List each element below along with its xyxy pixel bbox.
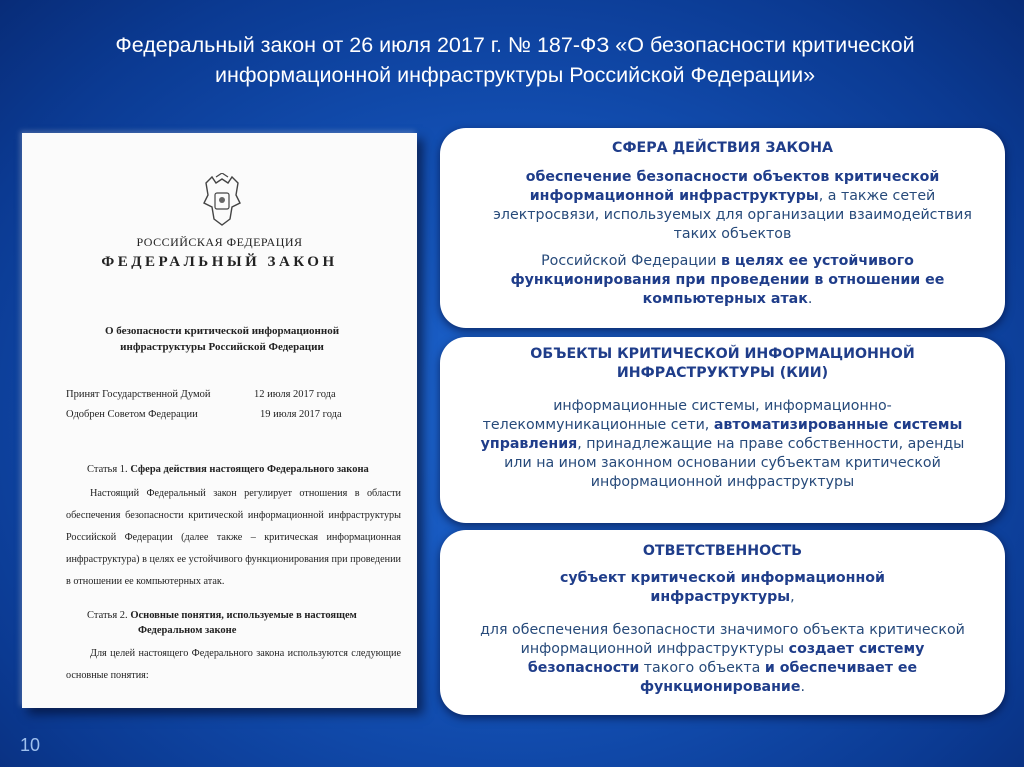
adopted-date: 12 июля 2017 года bbox=[254, 389, 336, 400]
scope-paragraph-1 bbox=[480, 168, 985, 244]
responsibility-p2-mid: такого объекта bbox=[639, 660, 765, 676]
objects-p-end: , принадлежащие на праве собственности, аренды или на ином законном основании субъектам критической информационной инфраструктуры bbox=[504, 436, 965, 490]
article1-title: Сфера действия настоящего Федерального закона bbox=[130, 464, 369, 475]
responsibility-p2-end: . bbox=[800, 679, 806, 695]
article1-text: Настоящий Федеральный закон регулирует отношения в области обеспечения безопасности критической информационной инфраструктуры Российской Федерации (далее также – критическая информационная инфраструктура) в целях ее устойчивого функционирования при проведении в отношении ее компьютерных атак. bbox=[66, 488, 401, 587]
article2-text: Для целей настоящего Федерального закона используются следующие основные понятия: bbox=[66, 648, 401, 681]
scope-heading: СФЕРА ДЕЙСТВИЯ ЗАКОНА bbox=[612, 140, 833, 156]
objects-p-bold: автоматизированные системы управления bbox=[480, 417, 963, 452]
responsibility-paragraph-2 bbox=[468, 621, 977, 697]
responsibility-panel bbox=[440, 530, 1005, 715]
objects-heading: ОБЪЕКТЫ КРИТИЧЕСКОЙ ИНФОРМАЦИОННОЙ ИНФРАСТРУКТУРЫ (КИИ) bbox=[530, 346, 915, 381]
responsibility-p1-bold: субъект критической информационной инфраструктуры bbox=[560, 570, 885, 605]
article2-number: Статья 2. bbox=[87, 610, 128, 621]
document-country: РОССИЙСКАЯ ФЕДЕРАЦИЯ bbox=[136, 235, 303, 249]
objects-p-start: информационные системы, информационно-телекоммуникационные сети, bbox=[482, 398, 892, 433]
slide-title-line1: Федеральный закон от 26 июля 2017 г. № 187-ФЗ «О безопасности критической bbox=[115, 33, 915, 57]
document-subject-line2: инфраструктуры Российской Федерации bbox=[120, 341, 324, 353]
responsibility-p1-end: , bbox=[790, 589, 795, 605]
responsibility-paragraph-1 bbox=[530, 569, 915, 607]
scope-paragraph-2 bbox=[480, 252, 975, 309]
law-document-image bbox=[22, 133, 417, 708]
article1-number: Статья 1. bbox=[87, 464, 128, 475]
scope-panel bbox=[440, 128, 1005, 328]
slide-title-line2: информационной инфраструктуры Российской Федерации» bbox=[214, 63, 816, 87]
article2-title-line1: Основные понятия, используемые в настоящем bbox=[130, 610, 357, 621]
article1-heading bbox=[87, 464, 369, 475]
responsibility-p2-start: для обеспечения безопасности значимого объекта критической информационной инфраструктуры bbox=[480, 622, 965, 657]
document-subject bbox=[82, 323, 362, 355]
document-subject-line1: О безопасности критической информационной bbox=[104, 325, 340, 337]
scope-p1-rest: , а также сетей электросвязи, используемых для организации взаимодействия таких объектов bbox=[493, 188, 972, 242]
scope-p2-start: Российской Федерации bbox=[541, 253, 721, 269]
adopted-label: Принят Государственной Думой bbox=[66, 389, 211, 400]
scope-p1-bold: обеспечение безопасности объектов критической информационной инфраструктуры bbox=[525, 169, 940, 204]
scope-p2-end: . bbox=[807, 291, 813, 307]
article2-title-line2: Федеральном законе bbox=[138, 625, 237, 636]
responsibility-heading: ОТВЕТСТВЕННОСТЬ bbox=[642, 543, 803, 559]
slide-title bbox=[20, 30, 1010, 90]
objects-paragraph bbox=[468, 397, 977, 492]
scope-p2-bold: в целях ее устойчивого функционирования при проведении в отношении ее компьютерных атак bbox=[510, 253, 945, 307]
approved-date: 19 июля 2017 года bbox=[260, 409, 342, 420]
article2-heading bbox=[87, 610, 357, 621]
responsibility-p2-bold1: создает систему безопасности bbox=[527, 641, 925, 676]
coat-of-arms-icon bbox=[200, 173, 244, 229]
page-number: 10 bbox=[20, 735, 41, 755]
responsibility-p2-bold2: и обеспечивает ее функционирование bbox=[639, 660, 918, 695]
document-law-type: ФЕДЕРАЛЬНЫЙ ЗАКОН bbox=[101, 254, 338, 270]
approved-label: Одобрен Советом Федерации bbox=[66, 409, 198, 420]
objects-panel bbox=[440, 337, 1005, 523]
